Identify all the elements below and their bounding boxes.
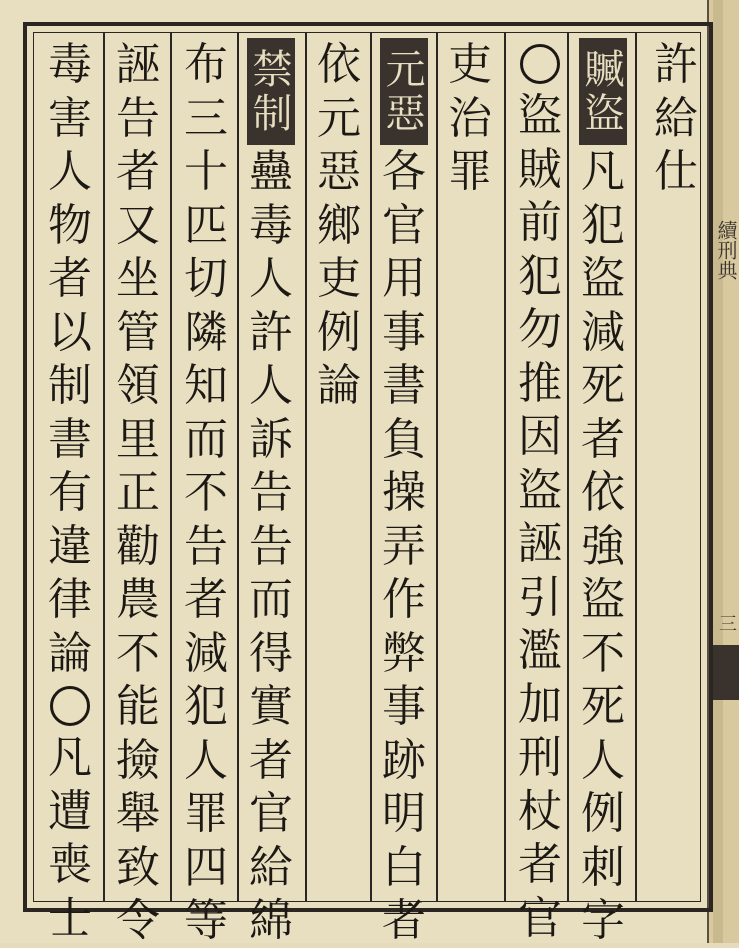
character: 許 xyxy=(249,306,293,358)
character: 人 xyxy=(184,734,228,786)
character: 能 xyxy=(116,681,160,732)
character: 者 xyxy=(518,839,562,890)
character: 刑 xyxy=(518,732,562,783)
character: 治 xyxy=(448,92,492,144)
character: 實 xyxy=(249,681,293,732)
character: 死 xyxy=(581,681,625,732)
character: 領 xyxy=(116,360,160,411)
character: 人 xyxy=(249,360,293,411)
character: 匹 xyxy=(184,199,228,251)
character: 刺 xyxy=(581,841,625,893)
character: 正 xyxy=(116,467,160,518)
character: 明 xyxy=(382,788,426,839)
section-heading-tag: 贓盜 xyxy=(579,38,627,145)
character: 論 xyxy=(48,627,92,679)
character: 者 xyxy=(249,734,293,786)
character: 三 xyxy=(184,92,228,144)
character: 蠱 xyxy=(249,146,293,197)
character: 以 xyxy=(48,306,92,358)
character: 元 xyxy=(317,92,361,144)
character: 者 xyxy=(184,574,228,625)
character: 許 xyxy=(654,39,698,90)
character: 負 xyxy=(382,413,426,465)
character: 各 xyxy=(382,146,426,197)
character: 弊 xyxy=(382,627,426,679)
character: 勿 xyxy=(518,304,562,355)
section-heading-tag: 禁制 xyxy=(247,38,295,145)
character: 例 xyxy=(317,306,361,358)
character: 推 xyxy=(518,357,562,409)
character: 事 xyxy=(382,681,426,732)
character: 論 xyxy=(317,360,361,411)
character: 惡 xyxy=(317,146,361,197)
column-rule xyxy=(635,33,637,901)
character: 盜 xyxy=(518,90,562,141)
character: 不 xyxy=(116,627,160,679)
character: 賊 xyxy=(518,143,562,195)
spine-page-number: 三 xyxy=(719,614,737,635)
character: 給 xyxy=(654,92,698,144)
character: 仕 xyxy=(654,146,698,197)
character: 毒 xyxy=(48,39,92,90)
character: 盜 xyxy=(518,464,562,516)
character: 犯 xyxy=(518,250,562,302)
character: 者 xyxy=(581,413,625,465)
text-column-10 xyxy=(44,38,96,944)
character: 盜 xyxy=(581,253,625,304)
character: 犯 xyxy=(184,681,228,732)
text-column-8 xyxy=(180,38,232,946)
character: 而 xyxy=(249,574,293,625)
text-column-1 xyxy=(650,38,702,898)
character: 人 xyxy=(581,734,625,786)
character: 跡 xyxy=(382,734,426,786)
character: 毒 xyxy=(249,199,293,251)
character: 犯 xyxy=(581,199,625,251)
character: 律 xyxy=(48,574,92,625)
character: 減 xyxy=(184,627,228,679)
character: 布 xyxy=(184,39,228,90)
column-rule xyxy=(103,33,105,901)
column-rule xyxy=(170,33,172,901)
text-column-5 xyxy=(378,38,430,946)
character: 因 xyxy=(518,411,562,462)
character: 引 xyxy=(518,571,562,623)
character: 官 xyxy=(249,788,293,839)
section-heading-tag: 元惡 xyxy=(380,38,428,145)
spine-label: 續刑典 xyxy=(714,220,738,280)
character: 弄 xyxy=(382,520,426,572)
character: 管 xyxy=(116,306,160,358)
character: 士 xyxy=(48,892,92,944)
character: 告 xyxy=(249,467,293,518)
character: 字 xyxy=(581,895,625,946)
character: 人 xyxy=(48,146,92,197)
character: 減 xyxy=(581,306,625,358)
character: 書 xyxy=(382,360,426,411)
character: 十 xyxy=(184,146,228,197)
character: 死 xyxy=(581,360,625,411)
character: 誣 xyxy=(116,39,160,90)
character: 人 xyxy=(249,253,293,304)
character: 凡 xyxy=(581,146,625,197)
character: 害 xyxy=(48,92,92,144)
character: 坐 xyxy=(116,253,160,304)
text-column-9 xyxy=(112,38,164,946)
character: 得 xyxy=(249,627,293,679)
character: 喪 xyxy=(48,839,92,890)
character: 吏 xyxy=(317,253,361,304)
character: 罪 xyxy=(184,788,228,839)
column-rule xyxy=(436,33,438,901)
character: 制 xyxy=(48,360,92,411)
text-column-2 xyxy=(577,38,629,946)
spine-fishtail-mark xyxy=(712,645,739,700)
character: 不 xyxy=(184,467,228,518)
character: 官 xyxy=(382,199,426,251)
text-column-6 xyxy=(313,38,365,898)
character: 告 xyxy=(116,92,160,144)
character: 誣 xyxy=(518,518,562,569)
character: 吏 xyxy=(448,39,492,90)
character: 事 xyxy=(382,306,426,358)
character: 遭 xyxy=(48,785,92,837)
character: 罪 xyxy=(448,146,492,197)
character: 強 xyxy=(581,520,625,572)
character: 者 xyxy=(116,146,160,197)
character: 書 xyxy=(48,413,92,465)
item-marker-circle xyxy=(50,686,90,726)
character: 鄉 xyxy=(317,199,361,251)
character: 官 xyxy=(518,892,562,944)
character: 撿 xyxy=(116,734,160,786)
character: 白 xyxy=(382,841,426,893)
character: 例 xyxy=(581,788,625,839)
character: 隣 xyxy=(184,306,228,358)
character: 綿 xyxy=(249,895,293,946)
character: 農 xyxy=(116,574,160,625)
character: 四 xyxy=(184,841,228,893)
character: 勸 xyxy=(116,520,160,572)
column-rule xyxy=(305,33,307,901)
character: 告 xyxy=(249,520,293,572)
text-column-4 xyxy=(444,38,496,898)
character: 違 xyxy=(48,520,92,572)
character: 者 xyxy=(48,253,92,304)
character: 切 xyxy=(184,253,228,304)
item-marker-circle xyxy=(520,44,560,84)
character: 物 xyxy=(48,199,92,251)
character: 盜 xyxy=(581,574,625,625)
character: 訴 xyxy=(249,413,293,465)
character: 前 xyxy=(518,197,562,248)
character: 令 xyxy=(116,895,160,946)
column-rule xyxy=(504,33,506,901)
column-rule xyxy=(567,33,569,901)
column-rule xyxy=(370,33,372,901)
character: 依 xyxy=(317,39,361,90)
character: 作 xyxy=(382,574,426,625)
character: 舉 xyxy=(116,788,160,839)
character: 用 xyxy=(382,253,426,304)
character: 致 xyxy=(116,841,160,893)
character: 操 xyxy=(382,467,426,518)
character: 給 xyxy=(249,841,293,893)
text-column-3 xyxy=(514,38,566,944)
character: 里 xyxy=(116,413,160,465)
character: 者 xyxy=(382,895,426,946)
character: 而 xyxy=(184,413,228,465)
column-rule xyxy=(237,33,239,901)
character: 又 xyxy=(116,199,160,251)
character: 有 xyxy=(48,467,92,518)
character: 濫 xyxy=(518,625,562,676)
character: 凡 xyxy=(48,732,92,783)
character: 知 xyxy=(184,360,228,411)
character: 告 xyxy=(184,520,228,572)
text-column-7 xyxy=(245,38,297,946)
character: 等 xyxy=(184,895,228,946)
character: 加 xyxy=(518,678,562,730)
character: 不 xyxy=(581,627,625,679)
character: 杖 xyxy=(518,785,562,837)
character: 依 xyxy=(581,467,625,518)
spine-shadow xyxy=(713,0,723,943)
